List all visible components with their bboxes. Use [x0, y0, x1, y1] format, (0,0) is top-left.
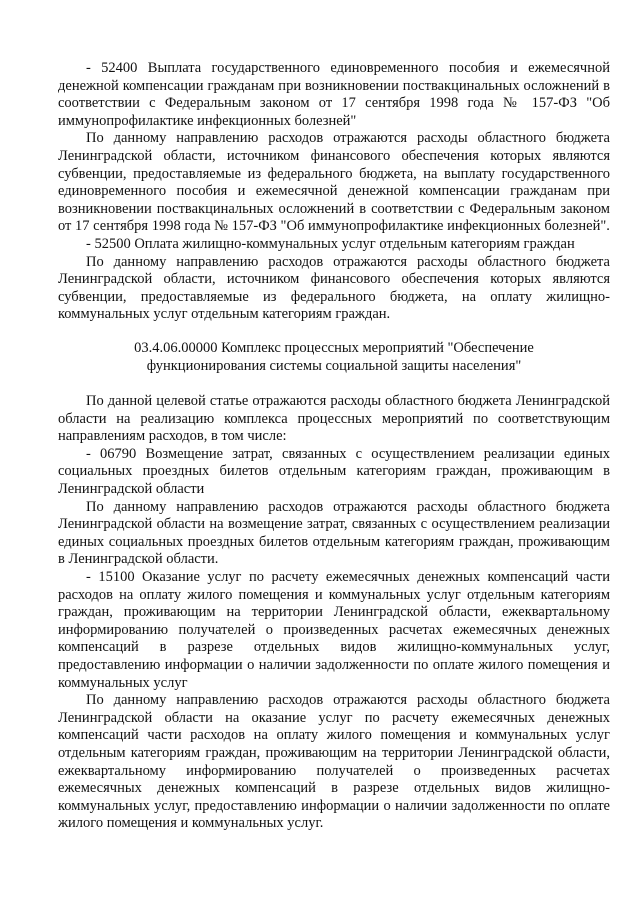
spacer	[58, 324, 610, 340]
paragraph-15100-description: По данному направлению расходов отражаются расходы областного бюджета Ленинградской области на оказание услуг по расчету ежемесячных денежных компенсаций части расходов на оплату жилого помещения и коммунальных услуг отдельным категориям граждан, проживающим на территории Ленинградской области, ежеквартальному информированию получателей о произведенных расчетах ежемесячных денежных компенсаций в разрезе отдельных видов жилищно-коммунальных услуг, предоставлению информации о наличии задолженности по оплате жилого помещения и коммунальных услуг.	[58, 692, 610, 832]
section-heading-line1: 03.4.06.00000 Комплекс процессных мероприятий "Обеспечение	[134, 339, 534, 356]
paragraph-52400-description: По данному направлению расходов отражаются расходы областного бюджета Ленинградской области, источником финансового обеспечения которых являются субвенции, предоставляемые из федерального бюджета, на выплату государственного единовременного пособия и ежемесячной денежной компенсации гражданам при возникновении поствакцинальных осложнений в соответствии с Федеральным законом от 17 сентября 1998 года № 157-ФЗ "Об иммунопрофилактике инфекционных болезней".	[58, 130, 610, 235]
paragraph-52500-title: - 52500 Оплата жилищно-коммунальных услуг отдельным категориям граждан	[86, 235, 575, 252]
section-heading-line2: функционирования системы социальной защиты населения"	[146, 357, 522, 374]
paragraph-06790-title: - 06790 Возмещение затрат, связанных с осуществлением реализации единых социальных проездных билетов отдельным категориям граждан, проживающим в Ленинградской области	[58, 445, 610, 498]
paragraph-15100-title: - 15100 Оказание услуг по расчету ежемесячных денежных компенсаций части расходов на оплату жилого помещения и коммунальных услуг отдельным категориям граждан, проживающим на территории Ленинградской области, ежеквартальному информированию получателей о произведенных расчетах ежемесячных денежных компенсаций в разрезе отдельных видов жилищно-коммунальных услуг, предоставлению информации о наличии задолженности по оплате жилого помещения и коммунальных услуг	[58, 569, 610, 691]
paragraph-06790-description: По данному направлению расходов отражаются расходы областного бюджета Ленинградской области на возмещение затрат, связанных с осуществлением реализации единых социальных проездных билетов отдельным категориям граждан, проживающим в Ленинградской области.	[58, 498, 610, 568]
paragraph-52400-title: - 52400 Выплата государственного единовременного пособия и ежемесячной денежной компенсации гражданам при возникновении поствакцинальных осложнений в соответствии с Федеральным законом от 17 сентября 1998 года № 157-ФЗ "Об иммунопрофилактике инфекционных болезней"	[58, 60, 610, 129]
spacer	[58, 375, 610, 393]
document-body	[58, 60, 610, 833]
paragraph-section-intro: По данной целевой статье отражаются расходы областного бюджета Ленинградской области на реализацию комплекса процессных мероприятий по соответствующим направлениям расходов, в том числе:	[58, 393, 610, 445]
paragraph-52500-description: По данному направлению расходов отражаются расходы областного бюджета Ленинградской области, источником финансового обеспечения которых являются субвенции, предоставляемые из федерального бюджета, на оплату жилищно-коммунальных услуг отдельным категориям граждан.	[58, 253, 610, 323]
